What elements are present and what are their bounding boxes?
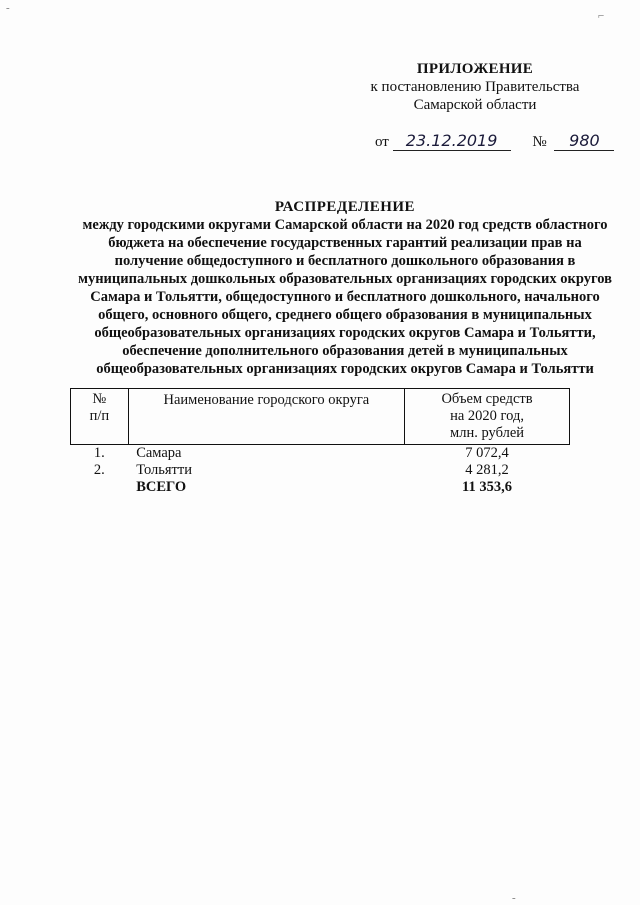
table-total-row [71,479,570,496]
row-num: 1. [93,445,105,461]
appendix-line: Самарской области [413,97,537,113]
header-value [405,389,570,445]
table-row [71,462,570,479]
subtitle-line: обеспечение дополнительного образования детей в муниципальных [122,343,568,359]
row-num: 2. [93,462,105,478]
table-header-row [71,389,570,445]
subtitle-line: получение общедоступного и бесплатного дошкольного образования в [114,253,576,269]
subtitle-line: бюджета на обеспечение государственных гарантий реализации прав на [108,235,582,251]
order-date: 23.12.2019 [393,131,511,151]
row-name: Самара [136,445,182,461]
order-reference [375,131,625,151]
appendix-line: к постановлению Правительства [370,79,580,95]
total-label: ВСЕГО [136,479,187,495]
table-row [71,445,570,463]
subtitle-line: общего, основного общего, среднего общего образования в муниципальных [98,307,592,323]
scan-mark: - [512,892,516,904]
appendix-header [330,60,620,114]
subtitle-line: общеобразовательных организациях городских округов Самара и Тольятти, [94,325,596,341]
header-num-abbrev: п/п [89,408,110,424]
row-value: 4 281,2 [465,462,509,478]
row-name: Тольятти [136,462,192,478]
subtitle-line: между городскими округами Самарской области на 2020 год средств областного [82,217,608,233]
number-label: № [532,134,547,150]
order-number: 980 [554,131,614,151]
header-value-line: Объем средств [441,391,533,407]
total-num [71,479,129,496]
row-value: 7 072,4 [465,445,509,461]
subtitle-line: Самара и Тольятти, общедоступного и бесплатного дошкольного, начального [90,289,600,305]
document-subtitle [40,216,640,378]
scan-mark: ⌐ [598,10,605,22]
header-num [71,389,129,445]
header-value-line: на 2020 год, [450,408,524,424]
date-prefix: от [375,134,389,150]
total-value: 11 353,6 [462,479,512,495]
header-num-symbol: № [92,391,107,407]
header-value-line: млн. рублей [450,425,525,441]
appendix-heading: ПРИЛОЖЕНИЕ [416,61,534,77]
subtitle-line: муниципальных дошкольных образовательных организациях городских округов [78,271,612,287]
distribution-table [70,388,570,496]
scan-mark: - [6,2,10,14]
header-name: Наименование городского округа [128,389,404,445]
document-title: РАСПРЕДЕЛЕНИЕ [274,199,416,215]
subtitle-line: общеобразовательных организациях городских округов Самара и Тольятти [96,361,594,377]
